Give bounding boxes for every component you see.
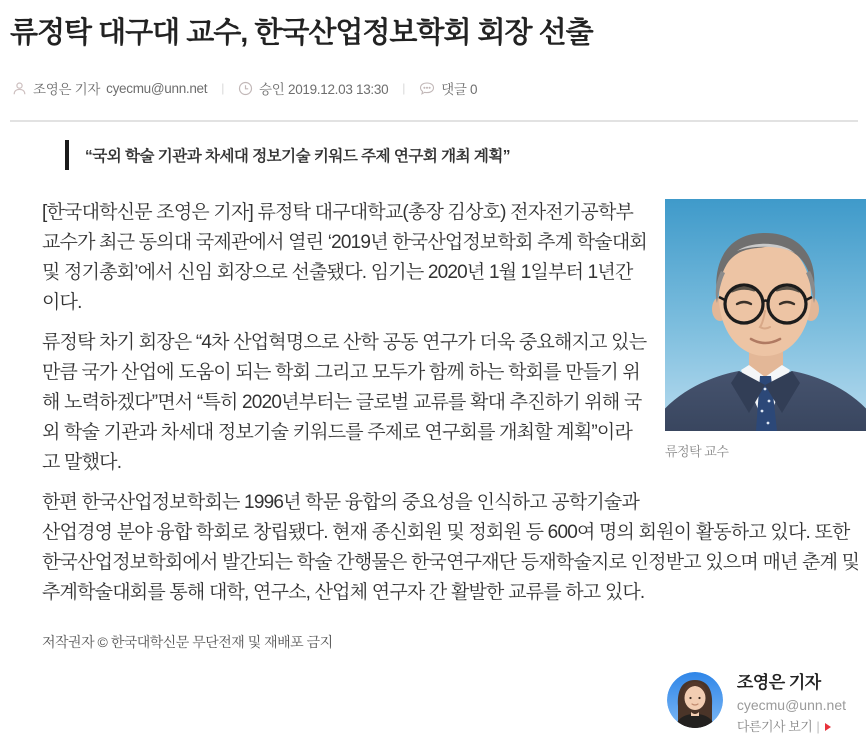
byline-separator: | <box>402 81 406 95</box>
article-paragraph: 류정탁 차기 회장은 “4차 산업혁명으로 산학 공동 연구가 더욱 중요해지고 있는 만큼 국가 산업에 도움이 되는 학회 그리고 모두가 함께 하는 학회를 만들기 위해 노력하겠다”면서 “특히 2020년부터는 글로벌 교류를 확대 추진하기 위해 국외 학술 기관과 차세대 정보기술 키워드를 주제로 연구회를 개최할 계획”이라고 말했다. <box>42 332 647 473</box>
professor-portrait <box>665 199 866 431</box>
publish-date: 승인 2019.12.03 13:30 <box>259 82 389 97</box>
photo-caption: 류정탁 교수 <box>665 444 729 459</box>
red-arrow-icon <box>825 723 831 731</box>
article-photo <box>665 199 866 460</box>
author-name[interactable]: 조영은 기자 <box>736 673 821 692</box>
copyright-notice: 저작권자 © 한국대학신문 무단전재 및 재배포 금지 <box>42 634 333 650</box>
article-paragraph: 한편 한국산업정보학회는 1996년 학문 융합의 중요성을 인식하고 공학기술과 산업경영 분야 융합 학회로 창립됐다. 현재 종신회원 및 정회원 등 600여 명의 회원이 활동하고 있다. 또한 한국산업정보학회에서 발간되는 학술 간행물은 한국연구재단 등재학술지로 인정받고 있으며 매년 춘계 및 추계학술대회를 통해 대학, 연구소, 산업체 연구자 간 활발한 교류를 하고 있다. <box>42 492 860 603</box>
author-meta <box>737 672 846 738</box>
author-card <box>10 672 846 738</box>
byline-separator: | <box>221 81 225 95</box>
reporter-name[interactable]: 조영은 기자 <box>33 82 101 97</box>
author-avatar[interactable] <box>667 672 723 728</box>
quote-bar <box>65 140 69 170</box>
article-paragraph: [한국대학신문 조영은 기자] 류정탁 대구대학교(총장 김상호) 전자전기공학부 교수가 최근 동의대 국제관에서 열린 ‘2019년 한국산업정보학회 추계 학술대회 및 정기총회’에서 신임 회장으로 선출됐다. 임기는 2020년 1월 1일부터 1년간이다. <box>42 202 647 313</box>
reporter-email[interactable]: cyecmu@unn.net <box>106 80 208 96</box>
article-body <box>42 198 866 618</box>
author-email[interactable]: cyecmu@unn.net <box>736 697 846 713</box>
comment-bubble-icon <box>419 81 435 96</box>
section-divider <box>10 120 858 122</box>
clock-icon <box>238 81 253 96</box>
more-separator: | <box>816 719 820 734</box>
person-icon <box>12 81 27 96</box>
page-title: 류정탁 대구대 교수, 한국산업정보학회 회장 선출 <box>10 17 593 49</box>
byline <box>12 78 866 98</box>
comment-count[interactable]: 댓글 0 <box>441 82 478 97</box>
quote-text: “국외 학술 기관과 차세대 정보기술 키워드 주제 연구회 개최 계획” <box>85 148 511 165</box>
pull-quote <box>65 140 866 170</box>
more-articles-link[interactable]: 다른기사 보기 | <box>737 716 846 738</box>
